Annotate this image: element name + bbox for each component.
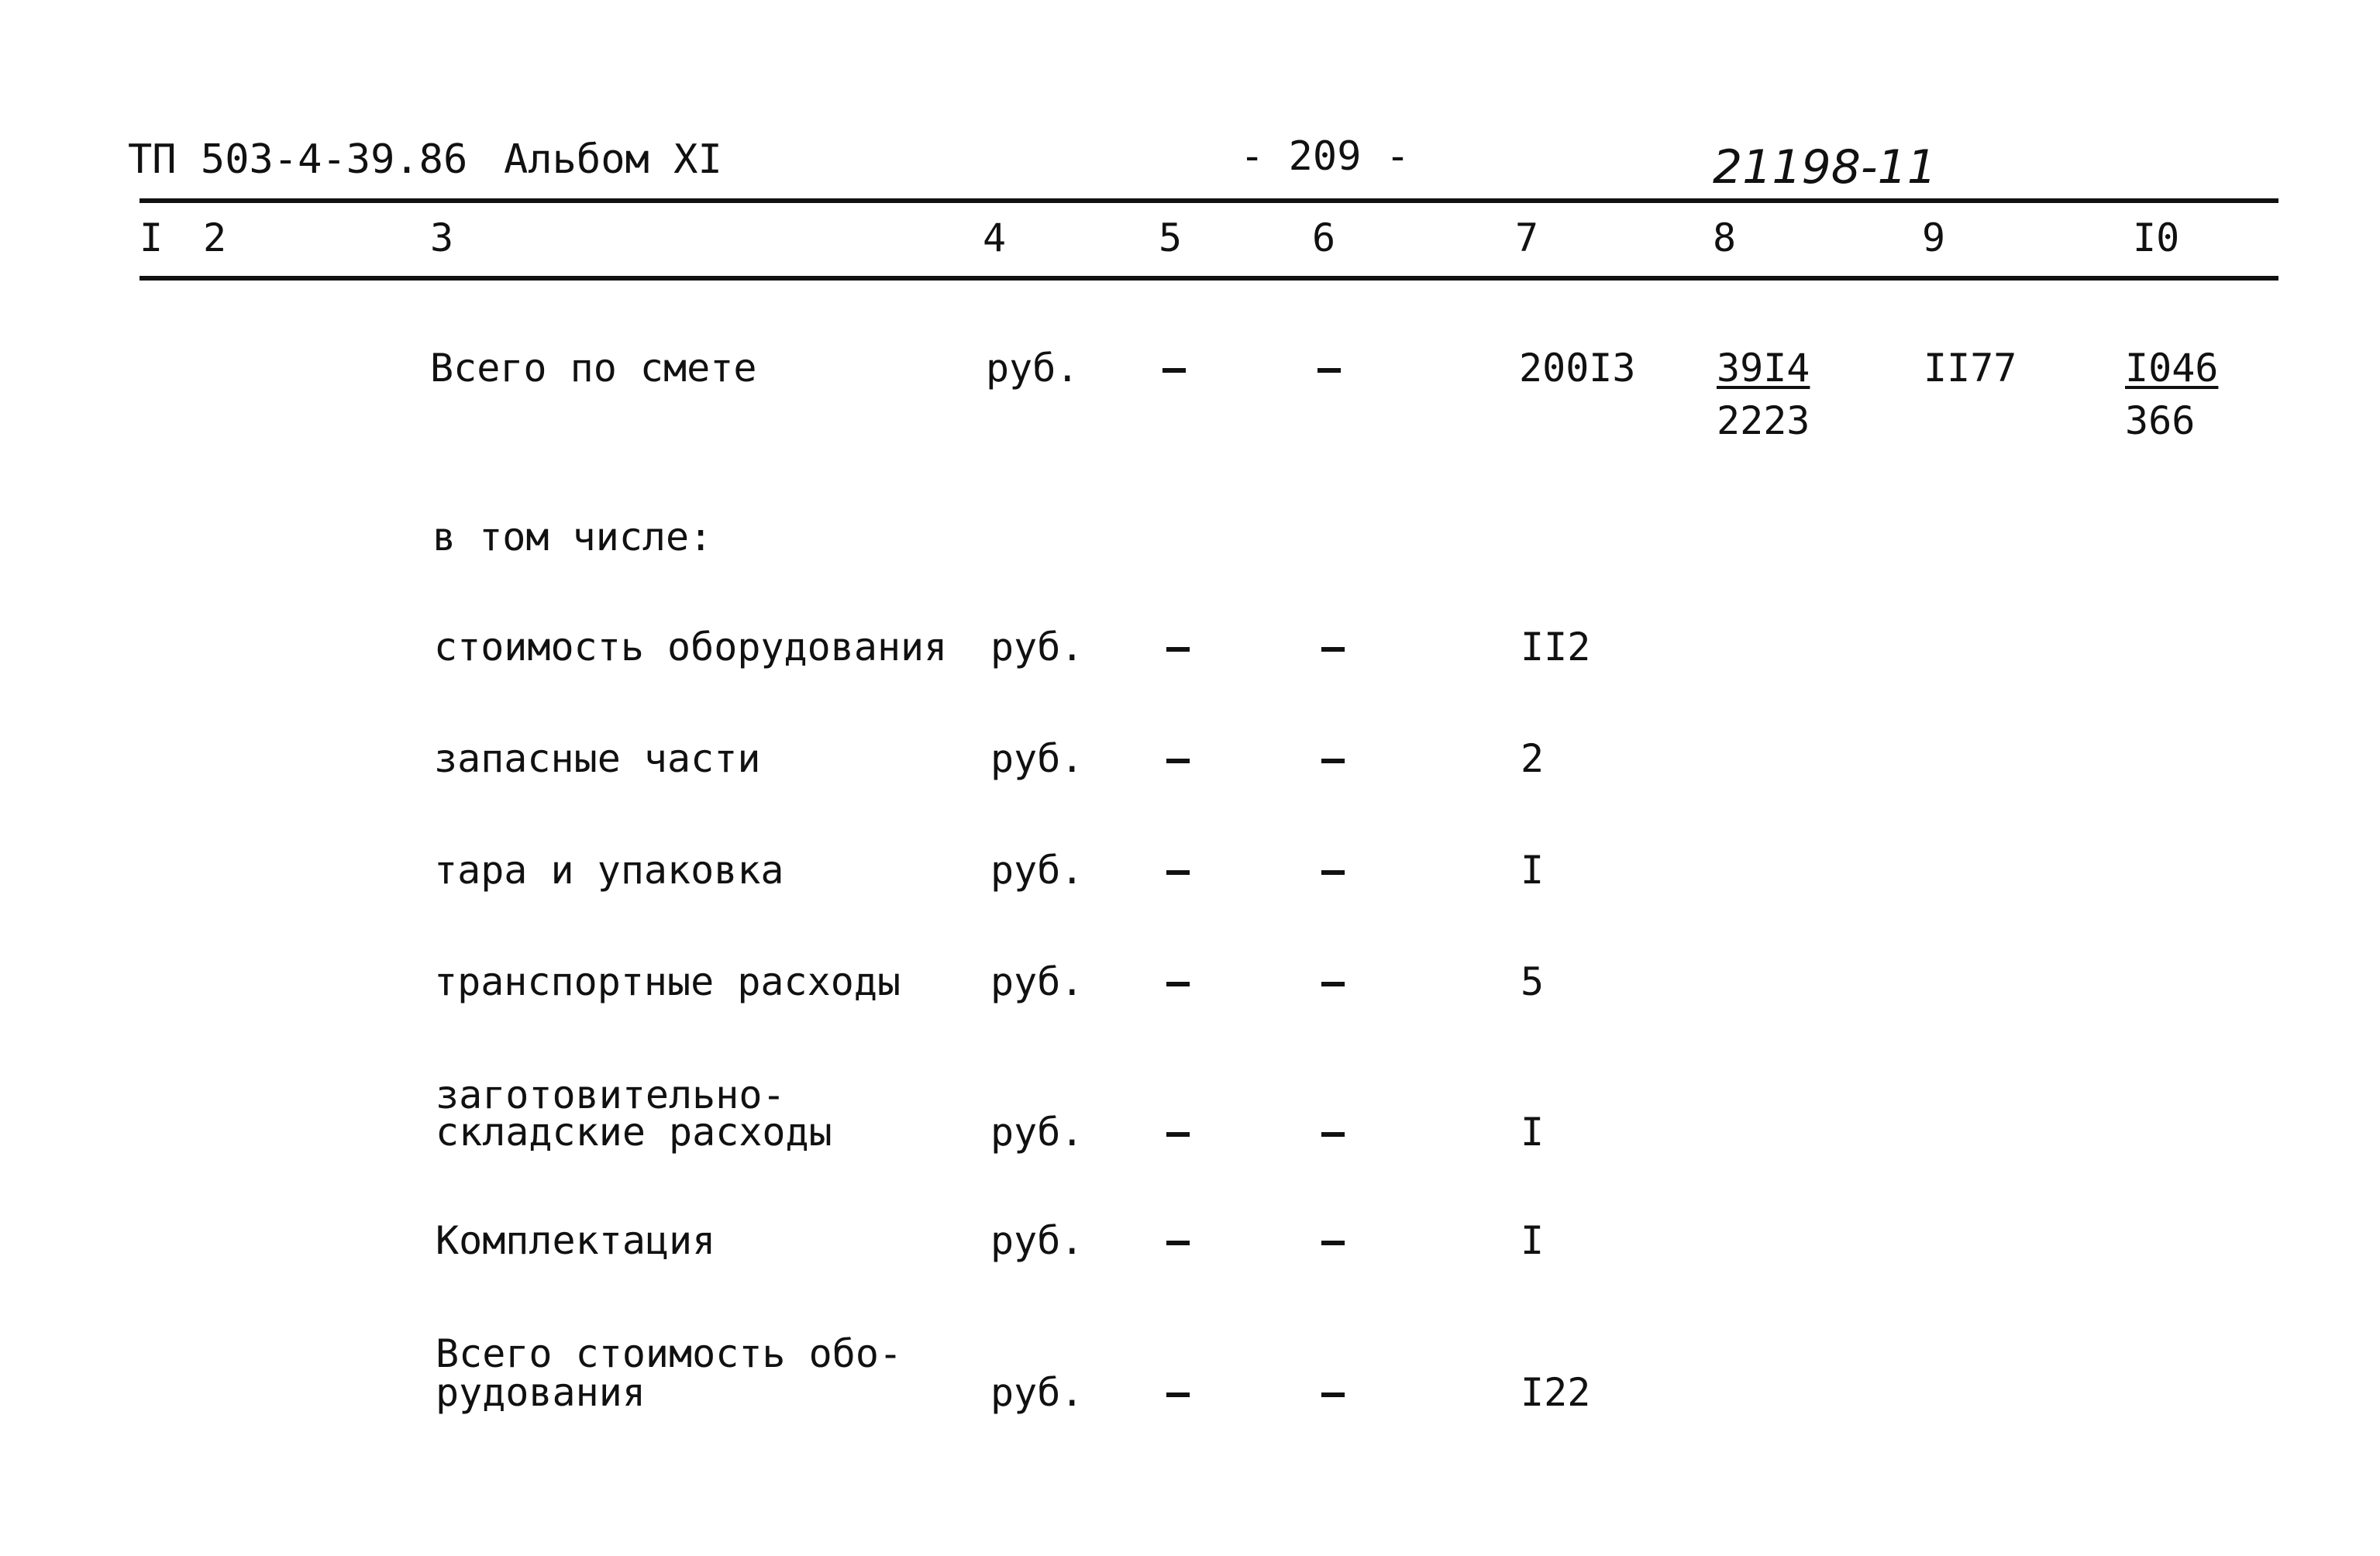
- row-col5: –: [1166, 1218, 1190, 1263]
- row-col6: –: [1321, 736, 1345, 781]
- row-col7: I: [1521, 1218, 1545, 1263]
- column-header-10: I0: [2133, 215, 2180, 260]
- document-code: ТП 503-4-39.86: [128, 136, 468, 183]
- row-name: Комплектация: [436, 1218, 716, 1263]
- row-col6: –: [1321, 1110, 1345, 1155]
- row-unit: руб.: [990, 1370, 1084, 1415]
- row-name: запасные части: [434, 736, 761, 781]
- column-header-6: 6: [1312, 215, 1336, 260]
- header-bottom-rule: [139, 276, 2278, 281]
- column-header-3: 3: [430, 215, 454, 260]
- row-name: транспортные расходы: [434, 959, 901, 1004]
- column-header-8: 8: [1713, 215, 1737, 260]
- column-header-2: 2: [203, 215, 227, 260]
- row-col5: –: [1166, 959, 1190, 1004]
- row-name-line2: рудования: [436, 1370, 646, 1415]
- total-row-col7: 200I3: [1519, 346, 1636, 391]
- row-col7: I: [1521, 848, 1545, 893]
- total-row-col5: –: [1162, 346, 1187, 391]
- row-col7: 5: [1521, 959, 1545, 1004]
- row-name-line1: заготовительно-: [436, 1072, 786, 1117]
- column-header-9: 9: [1922, 215, 1946, 260]
- row-unit: руб.: [990, 1110, 1084, 1155]
- row-col6: –: [1321, 848, 1345, 893]
- row-name-line2: складские расходы: [436, 1110, 832, 1155]
- row-unit: руб.: [990, 959, 1084, 1004]
- row-unit: руб.: [990, 736, 1084, 781]
- row-col5: –: [1166, 625, 1190, 670]
- total-row-col9: II77: [1924, 346, 2017, 391]
- row-col7: I22: [1521, 1370, 1591, 1415]
- column-header-1: I: [139, 215, 164, 260]
- column-header-5: 5: [1159, 215, 1183, 260]
- row-name-line1: Всего стоимость обо-: [436, 1331, 903, 1376]
- row-unit: руб.: [990, 1218, 1084, 1263]
- total-row-unit: руб.: [986, 346, 1080, 391]
- total-row-col8-bottom: 2223: [1717, 398, 1810, 443]
- row-col5: –: [1166, 1370, 1190, 1415]
- row-col6: –: [1321, 959, 1345, 1004]
- row-col5: –: [1166, 736, 1190, 781]
- column-header-7: 7: [1515, 215, 1539, 260]
- total-row-col6: –: [1317, 346, 1342, 391]
- subheading-including: в том числе:: [432, 515, 713, 559]
- row-unit: руб.: [990, 625, 1084, 670]
- row-name: тара и упаковка: [434, 848, 784, 893]
- row-col7: 2: [1521, 736, 1545, 781]
- row-col7: I: [1521, 1110, 1545, 1155]
- column-header-4: 4: [983, 215, 1007, 260]
- album-label: Альбом XI: [504, 136, 722, 183]
- total-row-col10-top: I046: [2125, 346, 2219, 391]
- row-name: стоимость оборудования: [434, 625, 948, 670]
- row-col6: –: [1321, 625, 1345, 670]
- row-col5: –: [1166, 848, 1190, 893]
- row-col6: –: [1321, 1218, 1345, 1263]
- row-unit: руб.: [990, 848, 1084, 893]
- row-col7: II2: [1521, 625, 1591, 670]
- top-rule: [139, 198, 2278, 203]
- handwritten-number: 21198-11: [1713, 140, 1937, 194]
- row-col5: –: [1166, 1110, 1190, 1155]
- total-row-name: Всего по смете: [430, 346, 757, 391]
- total-row-col8-top: 39I4: [1717, 346, 1810, 391]
- total-row-col10-bottom: 366: [2125, 398, 2196, 443]
- page-number: - 209 -: [1240, 133, 1410, 180]
- row-col6: –: [1321, 1370, 1345, 1415]
